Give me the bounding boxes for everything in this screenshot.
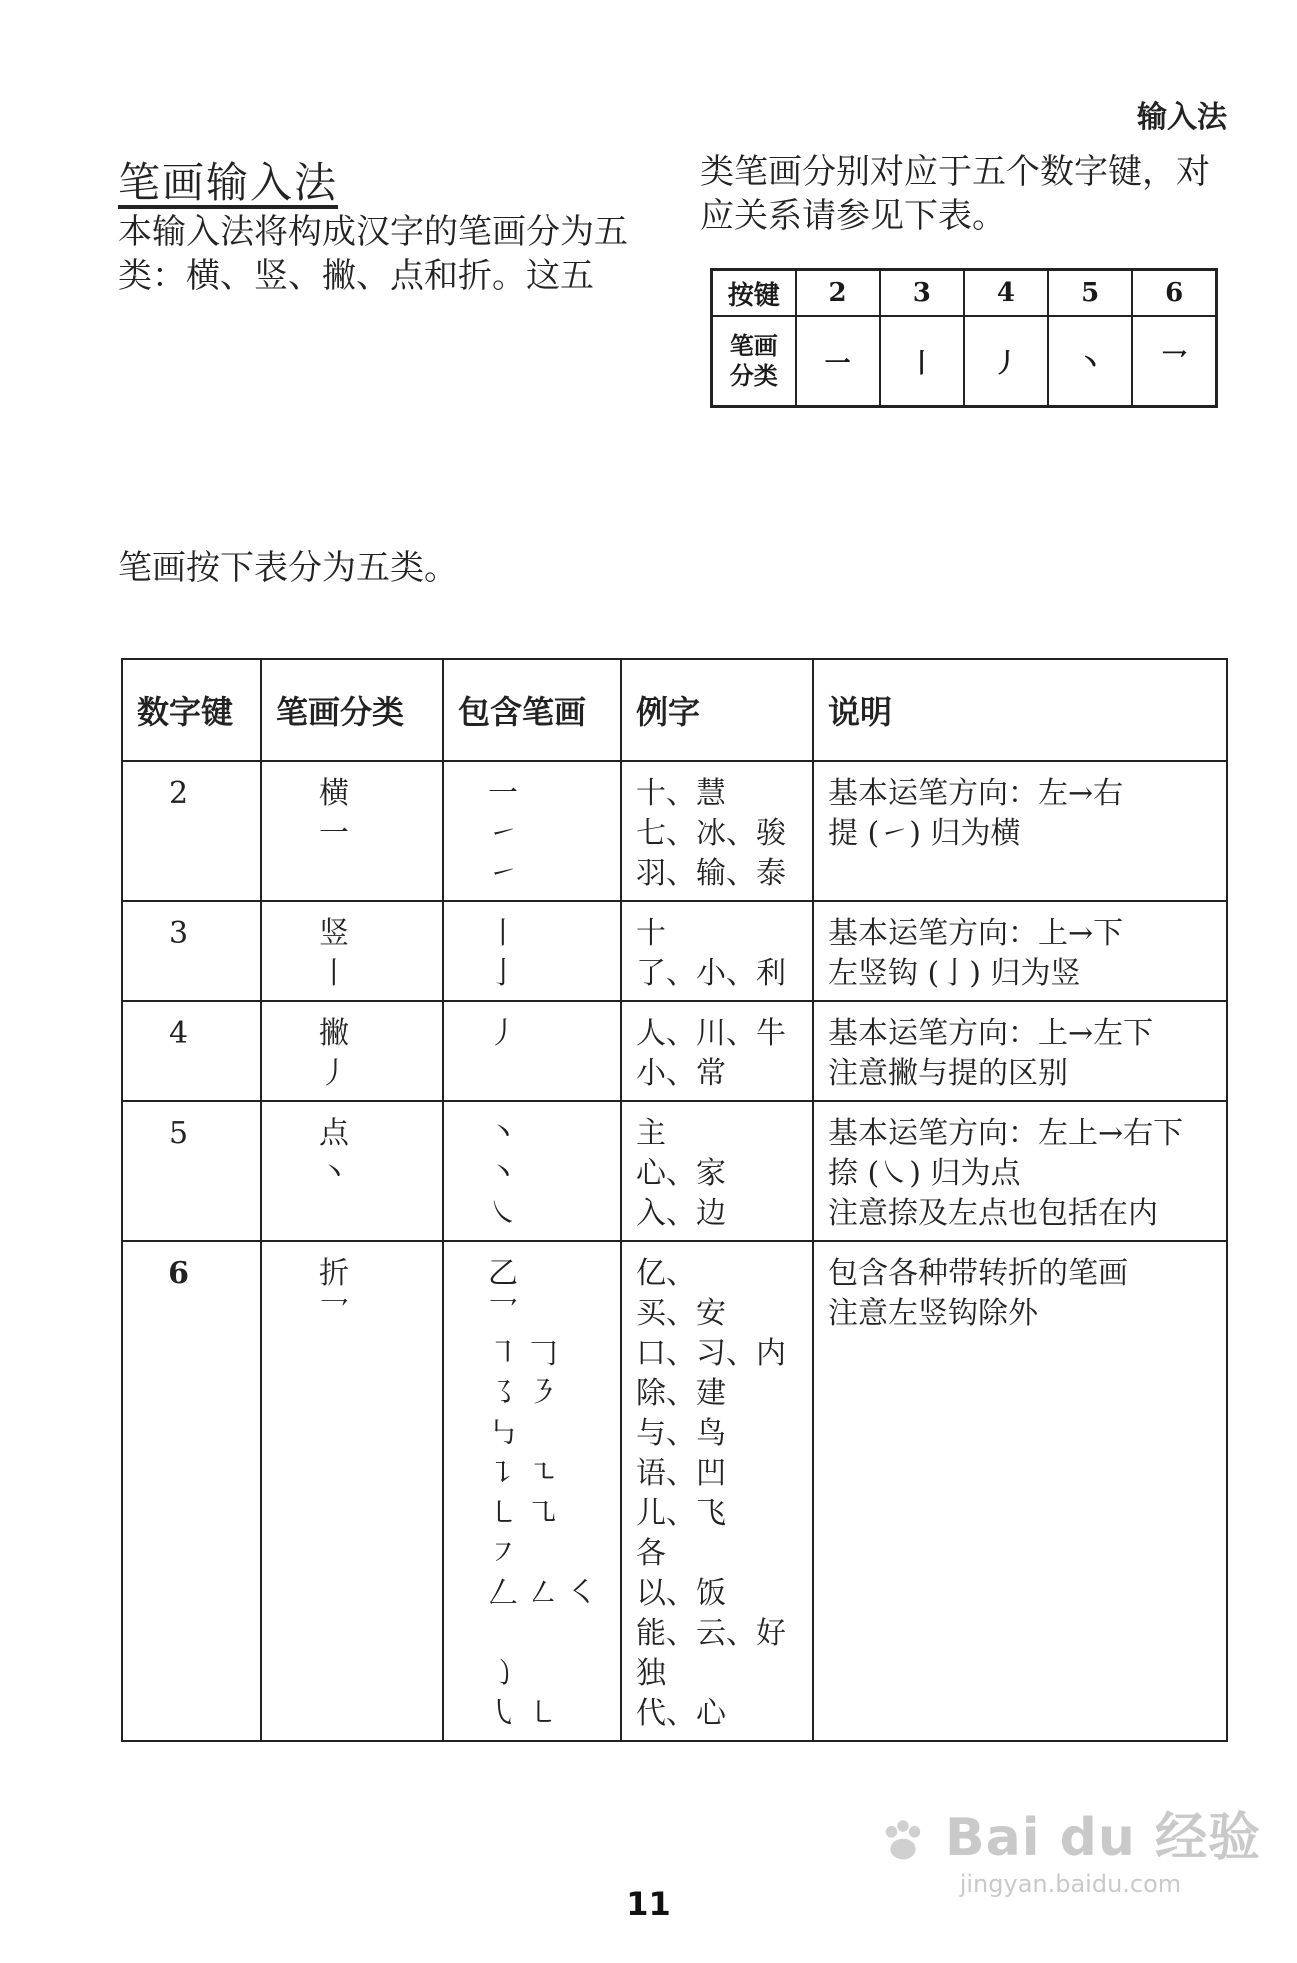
note-line: 注意捺及左点也包括在内 (828, 1196, 1158, 1231)
stroke-item: ㇇ (488, 1536, 518, 1571)
note-line: 基本运笔方向：上→下 (828, 916, 1124, 951)
example-line: 七、冰、骏 (636, 816, 786, 851)
stroke-item: ㇕ 𠃌 (488, 1336, 558, 1371)
keymap-stroke: 丨 (880, 316, 964, 407)
column-header-examples: 例字 (621, 659, 813, 761)
category-name: 撇 (319, 1016, 349, 1051)
category-symbol: 丶 (319, 1156, 349, 1191)
paw-icon (880, 1818, 926, 1864)
row-category (261, 1241, 443, 1741)
row-examples (621, 1101, 813, 1241)
row-notes (813, 1001, 1227, 1101)
row-strokes (443, 761, 621, 901)
keymap-key: 3 (880, 270, 964, 317)
row-notes (813, 761, 1227, 901)
keymap-category-label-line: 分类 (729, 361, 778, 390)
row-examples (621, 1241, 813, 1741)
keymap-stroke-row (712, 316, 1217, 407)
row-key: 4 (122, 1001, 261, 1101)
row-examples (621, 1001, 813, 1101)
row-category (261, 1101, 443, 1241)
stroke-item: ㇀ (488, 856, 518, 891)
example-line: 能、云、好 (636, 1616, 786, 1651)
keymap-category-label (712, 316, 796, 407)
keymap-stroke: 丶 (1048, 316, 1132, 407)
example-line: 以、饭 (636, 1576, 726, 1611)
column-header-key: 数字键 (122, 659, 261, 761)
category-name: 竖 (319, 916, 349, 951)
keymap-stroke: 一 (796, 316, 880, 407)
table-row (122, 1101, 1227, 1241)
row-key: 5 (122, 1101, 261, 1241)
row-strokes (443, 1001, 621, 1101)
example-line: 各 (636, 1536, 666, 1571)
category-name: 折 (319, 1256, 349, 1291)
keymap-category-label-line: 笔画 (729, 331, 778, 360)
stroke-item: ㇉ (488, 1416, 518, 1451)
stroke-item: 亅 (488, 956, 518, 991)
example-line: 买、安 (636, 1296, 726, 1331)
example-line: 了、小、利 (636, 956, 786, 991)
keymap-stroke: 乛 (1132, 316, 1216, 407)
row-notes (813, 1241, 1227, 1741)
table-header-row (122, 659, 1227, 761)
example-line: 独 (636, 1656, 666, 1691)
note-line: 包含各种带转折的笔画 (828, 1256, 1128, 1291)
intro-text-right: 类笔画分别对应于五个数字键，对应关系请参见下表。 (700, 152, 1210, 236)
category-symbol: 丨 (319, 956, 349, 991)
stroke-item: ㇀ (488, 816, 518, 851)
keymap-key-row (712, 270, 1217, 317)
example-line: 语、凹 (636, 1456, 726, 1491)
stroke-item: ㇏ (488, 1196, 518, 1231)
note-line: 基本运笔方向：上→左下 (828, 1016, 1154, 1051)
note-line: 基本运笔方向：左→右 (828, 776, 1124, 811)
stroke-item: ㇌ ㇋ (488, 1376, 558, 1411)
stroke-item: 一 (488, 776, 518, 811)
stroke-item: ㇁ (488, 1656, 518, 1691)
watermark-brand (880, 1795, 1261, 1870)
stroke-item: 丶 (488, 1116, 518, 1151)
keymap-key: 2 (796, 270, 880, 317)
note-line: 左竖钩 (亅) 归为竖 (828, 956, 1081, 991)
column-header-strokes: 包含笔画 (443, 659, 621, 761)
table-row (122, 901, 1227, 1001)
keymap-stroke: 丿 (964, 316, 1048, 407)
stroke-item (488, 1614, 606, 1654)
table-row (122, 1241, 1227, 1741)
keymap-key: 5 (1048, 270, 1132, 317)
stroke-item: ㇊ ㇍ (488, 1456, 558, 1491)
note-line: 提 (㇀) 归为横 (828, 816, 1021, 851)
row-examples (621, 901, 813, 1001)
watermark (880, 1795, 1261, 1898)
stroke-item: ㇄ ㇈ (488, 1496, 558, 1531)
table-row (122, 761, 1227, 901)
page-number: 11 (626, 1885, 671, 1923)
example-line: 除、建 (636, 1376, 726, 1411)
keymap-key: 4 (964, 270, 1048, 317)
watermark-brand-text: Bai du 经验 (945, 1808, 1261, 1868)
row-notes (813, 1101, 1227, 1241)
table-intro-text: 笔画按下表分为五类。 (118, 548, 458, 588)
table-row (122, 1001, 1227, 1101)
example-line: 十 (636, 916, 666, 951)
column-header-notes: 说明 (813, 659, 1227, 761)
section-title: 笔画输入法 (118, 158, 339, 207)
example-line: 羽、输、泰 (636, 856, 786, 891)
stroke-item: ㇂ ㇄ (488, 1696, 558, 1731)
intro-text-left: 本输入法将构成汉字的笔画分为五类：横、竖、撇、点和折。这五 (118, 212, 628, 296)
row-examples (621, 761, 813, 901)
stroke-category-table (121, 658, 1228, 1742)
example-line: 入、边 (636, 1196, 726, 1231)
example-line: 小、常 (636, 1056, 726, 1091)
row-key: 2 (122, 761, 261, 901)
example-line: 口、习、内 (636, 1336, 786, 1371)
keymap-key: 6 (1132, 270, 1216, 317)
row-category (261, 901, 443, 1001)
example-line: 人、川、牛 (636, 1016, 786, 1051)
stroke-item: 乛 (488, 1296, 518, 1331)
watermark-url: jingyan.baidu.com (959, 1870, 1182, 1898)
example-line: 代、心 (636, 1696, 726, 1731)
row-category (261, 1001, 443, 1101)
row-key: 6 (122, 1241, 261, 1741)
key-stroke-map-table (710, 268, 1218, 408)
page-header: 输入法 (1137, 100, 1227, 135)
note-line: 注意撇与提的区别 (828, 1056, 1068, 1091)
note-line: 注意左竖钩除外 (828, 1296, 1038, 1331)
note-line: 基本运笔方向：左上→右下 (828, 1116, 1184, 1151)
column-header-category: 笔画分类 (261, 659, 443, 761)
example-line: 与、鸟 (636, 1416, 726, 1451)
row-notes (813, 901, 1227, 1001)
example-line: 心、家 (636, 1156, 726, 1191)
row-key: 3 (122, 901, 261, 1001)
category-symbol: 一 (319, 816, 349, 851)
row-strokes (443, 901, 621, 1001)
row-category (261, 761, 443, 901)
row-strokes (443, 1101, 621, 1241)
stroke-item: 乙 (488, 1256, 518, 1291)
stroke-item: 丶 (488, 1156, 518, 1191)
keymap-key-label: 按键 (712, 270, 796, 317)
example-line: 主 (636, 1116, 666, 1151)
category-symbol: 丿 (319, 1056, 349, 1091)
category-name: 横 (319, 776, 349, 811)
example-line: 儿、飞 (636, 1496, 726, 1531)
note-line: 捺 (㇏) 归为点 (828, 1156, 1021, 1191)
category-symbol: 乛 (319, 1296, 349, 1331)
category-name: 点 (319, 1116, 349, 1151)
stroke-item: 丨 (488, 916, 518, 951)
stroke-item: 丿 (488, 1016, 518, 1051)
example-line: 十、慧 (636, 776, 726, 811)
stroke-item: 𠃋 ㇜ ㇛ (488, 1576, 598, 1611)
example-line: 亿、 (636, 1256, 696, 1291)
row-strokes (443, 1241, 621, 1741)
